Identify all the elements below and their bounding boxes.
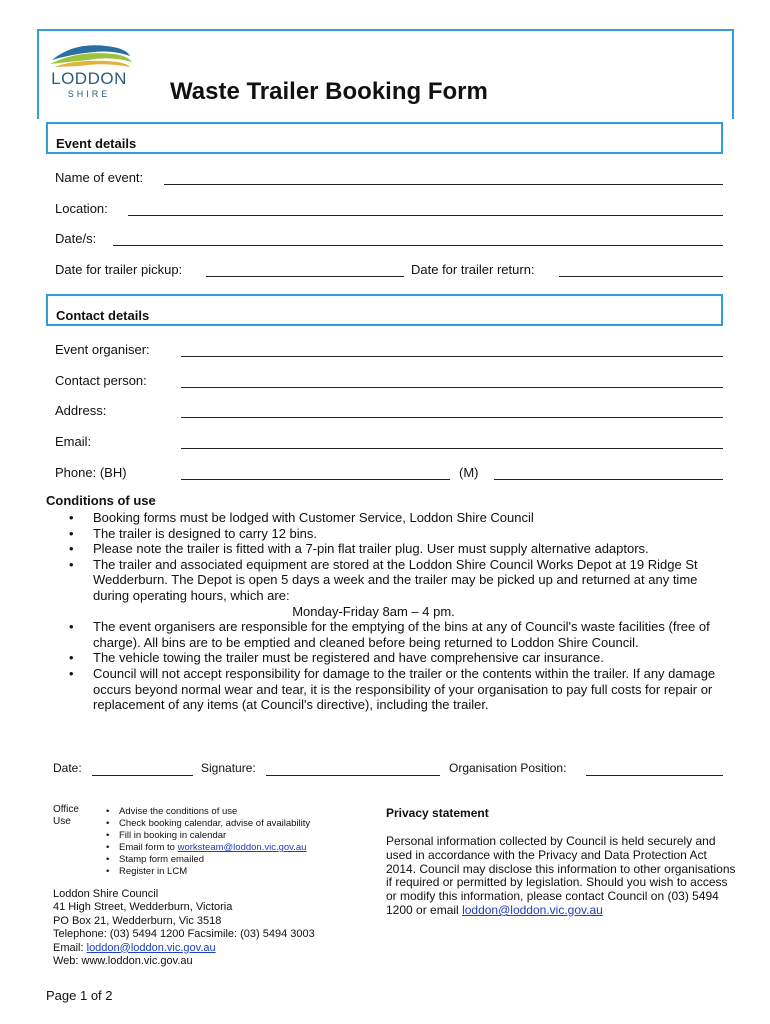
signoff-date-field[interactable] xyxy=(92,775,193,776)
pickup-date-label: Date for trailer pickup: xyxy=(55,262,183,277)
phone-bh-field[interactable] xyxy=(181,479,450,480)
position-field[interactable] xyxy=(586,775,723,776)
council-po-box: PO Box 21, Wedderburn, Vic 3518 xyxy=(53,914,222,927)
contact-details-title: Contact details xyxy=(56,308,150,323)
office-use-list xyxy=(104,806,310,878)
council-address xyxy=(53,888,315,968)
privacy-text: Personal information collected by Council is held securely and used in accordance with the Privacy and Data Protection Act 2014. Council may disclose this information to other organisations if required or permitted by legislation. Should you wish to access or modify this information, please contact Council on (03) 5494 1200 or email xyxy=(386,834,736,917)
name-of-event-label: Name of event: xyxy=(55,170,144,185)
page-number: Page 1 of 2 xyxy=(46,988,113,1003)
location-label: Location: xyxy=(55,201,108,216)
council-street: 41 High Street, Wedderburn, Victoria xyxy=(53,901,233,914)
office-use-item: • Stamp form emailed xyxy=(104,854,310,866)
office-use-label-line2: Use xyxy=(53,816,71,827)
dates-field[interactable] xyxy=(113,245,723,246)
operating-hours: Monday-Friday 8am – 4 pm. xyxy=(292,603,455,619)
privacy-email-link[interactable]: loddon@loddon.vic.gov.au xyxy=(462,902,603,917)
council-email-line xyxy=(53,942,315,955)
event-organiser-label: Event organiser: xyxy=(55,342,150,357)
return-date-field[interactable] xyxy=(559,276,723,277)
email-label: Email: xyxy=(55,434,92,449)
event-organiser-field[interactable] xyxy=(181,356,723,357)
condition-item: • Please note the trailer is fitted with a 7-pin flat trailer plug. User must supply alternative adaptors. xyxy=(60,541,720,557)
event-details-header xyxy=(46,122,723,154)
office-use-item: • Register in LCM xyxy=(104,866,310,878)
logo-text: LODDON xyxy=(51,69,127,88)
condition-item: • The trailer and associated equipment are stored at the Loddon Shire Council Works Depot at 19 Ridge St Wedderburn. The Depot is open 5 days a week and the trailer may be picked up and returned at any time during operating hours, which are: xyxy=(60,557,720,604)
council-web: Web: www.loddon.vic.gov.au xyxy=(53,955,193,968)
address-field[interactable] xyxy=(181,417,723,418)
contact-person-label: Contact person: xyxy=(55,373,147,388)
signature-label: Signature: xyxy=(201,761,256,775)
phone-mobile-label: (M) xyxy=(459,465,479,480)
condition-item: • Council will not accept responsibility for damage to the trailer or the contents within the trailer. If any damage occurs beyond normal wear and tear, it is the responsibility of your organisation to pay full costs for repair or replacement of any items (at Council's directive), including the trailer. xyxy=(60,666,720,713)
signature-field[interactable] xyxy=(266,775,440,776)
condition-item: • The trailer is designed to carry 12 bins. xyxy=(60,526,720,542)
worksteam-email-link[interactable]: worksteam@loddon.vic.gov.au xyxy=(177,842,307,853)
event-details-title: Event details xyxy=(56,136,137,151)
office-use-item: • Check booking calendar, advise of availability xyxy=(104,818,310,830)
page-title: Waste Trailer Booking Form xyxy=(170,78,488,105)
condition-item: • Booking forms must be lodged with Customer Service, Loddon Shire Council xyxy=(60,510,720,526)
office-use-item xyxy=(104,842,310,854)
phone-bh-label: Phone: (BH) xyxy=(55,465,127,480)
name-of-event-field[interactable] xyxy=(164,184,723,185)
condition-item: • The event organisers are responsible for the emptying of the bins at any of Council's waste facilities (free of charge). All bins are to be emptied and cleaned before being returned to Loddon Shire Council. xyxy=(60,619,720,650)
council-phone: Telephone: (03) 5494 1200 Facsimile: (03) 5494 3003 xyxy=(53,928,315,941)
council-email-link[interactable]: loddon@loddon.vic.gov.au xyxy=(86,941,216,954)
office-use-item: • Fill in booking in calendar xyxy=(104,830,310,842)
office-email-prefix: Email form to xyxy=(119,842,178,853)
address-label: Address: xyxy=(55,403,107,418)
council-name: Loddon Shire Council xyxy=(53,888,159,900)
logo-subtext: SHIRE xyxy=(67,89,111,99)
phone-mobile-field[interactable] xyxy=(494,479,723,480)
conditions-title: Conditions of use xyxy=(46,493,156,508)
office-use-item: • Advise the conditions of use xyxy=(104,806,310,818)
office-use-label xyxy=(53,804,79,828)
position-label: Organisation Position: xyxy=(449,761,567,775)
conditions-list xyxy=(60,510,720,713)
privacy-body xyxy=(386,835,738,918)
privacy-title: Privacy statement xyxy=(386,806,489,820)
council-email-prefix: Email: xyxy=(53,941,87,954)
contact-person-field[interactable] xyxy=(181,387,723,388)
return-date-label: Date for trailer return: xyxy=(411,262,535,277)
contact-details-header xyxy=(46,294,723,326)
pickup-date-field[interactable] xyxy=(206,276,404,277)
condition-item: • The vehicle towing the trailer must be registered and have comprehensive car insurance. xyxy=(60,650,720,666)
location-field[interactable] xyxy=(128,215,723,216)
office-use-label-line1: Office xyxy=(53,804,79,815)
email-field[interactable] xyxy=(181,448,723,449)
signoff-date-label: Date: xyxy=(53,761,82,775)
dates-label: Date/s: xyxy=(55,231,97,246)
